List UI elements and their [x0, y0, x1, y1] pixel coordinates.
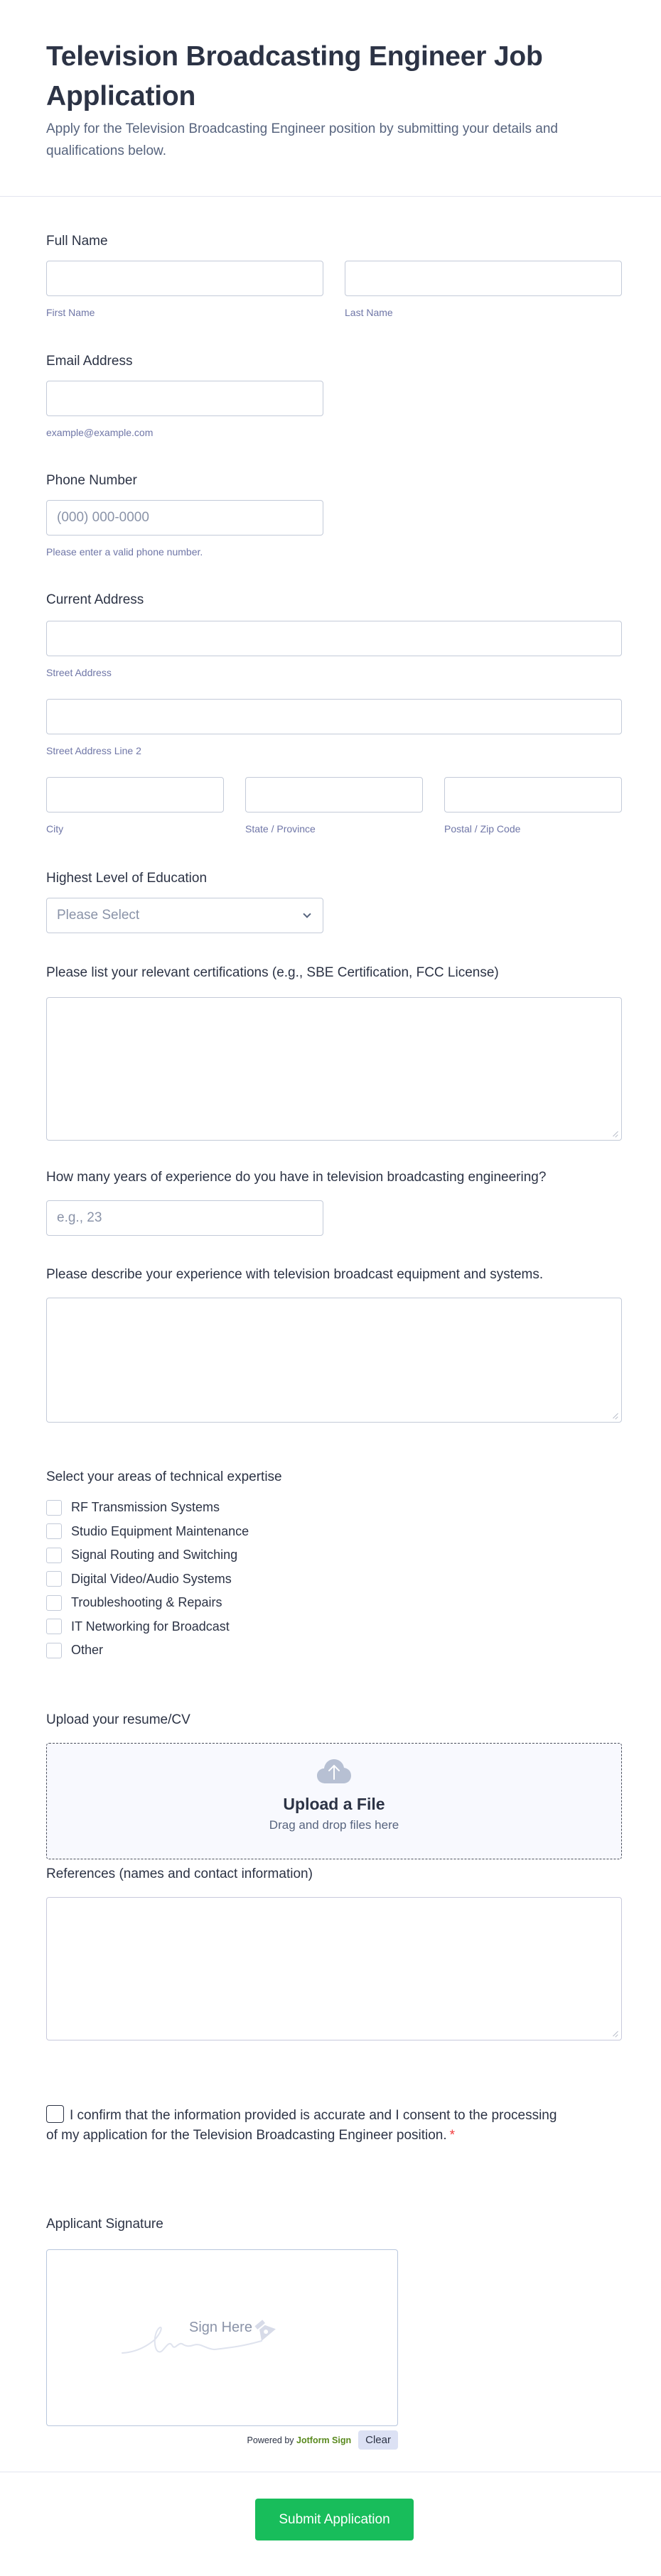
checkbox[interactable] [46, 1548, 62, 1563]
consent-text: I confirm that the information provided is accurate and I consent to the processing of my application for the Television Broadcasting Engineer position. [46, 2108, 557, 2143]
page-description: Apply for the Television Broadcasting Engineer position by submitting your details and qualifications below. [46, 121, 558, 158]
certifications-textarea[interactable] [46, 997, 622, 1141]
address-label: Current Address [46, 592, 144, 607]
phone-label: Phone Number [46, 473, 137, 488]
checkbox-label: IT Networking for Broadcast [71, 1619, 230, 1634]
clear-signature-button[interactable]: Clear [358, 2430, 398, 2450]
checkbox-label: Other [71, 1643, 104, 1658]
education-selected-value: Please Select [57, 908, 140, 923]
checkbox-label: Signal Routing and Switching [71, 1548, 238, 1563]
street-address-sublabel: Street Address [46, 667, 112, 678]
submit-button[interactable]: Submit Application [255, 2499, 414, 2540]
consent-field [46, 2105, 622, 2145]
expertise-label: Select your areas of technical expertise [46, 1469, 282, 1484]
references-textarea[interactable] [46, 1897, 622, 2040]
phone-sublabel: Please enter a valid phone number. [46, 546, 203, 558]
chevron-down-icon [303, 910, 311, 918]
form-header [0, 0, 661, 197]
full-name-label: Full Name [46, 234, 108, 249]
resume-upload-label: Upload your resume/CV [46, 1712, 190, 1727]
years-experience-label: How many years of experience do you have in television broadcasting engineering? [46, 1170, 547, 1185]
first-name-input[interactable] [46, 261, 323, 296]
upload-subtitle: Drag and drop files here [269, 1818, 399, 1832]
signature-pad[interactable] [46, 2249, 398, 2426]
checkbox-label: Studio Equipment Maintenance [71, 1523, 249, 1538]
certifications-label: Please list your relevant certifications (e.g., SBE Certification, FCC License) [46, 965, 499, 980]
resize-handle-icon[interactable] [613, 1131, 618, 1137]
checkbox[interactable] [46, 1571, 62, 1587]
education-field [46, 870, 622, 933]
signature-field [46, 2216, 622, 2450]
phone-field [46, 472, 622, 558]
required-asterisk: * [449, 2127, 456, 2143]
consent-label [46, 2105, 565, 2145]
page-title: Television Broadcasting Engineer Job Application [46, 41, 543, 112]
street-address-line2-sublabel: Street Address Line 2 [46, 745, 141, 756]
resize-handle-icon[interactable] [613, 1413, 618, 1419]
years-experience-field [46, 1169, 622, 1236]
expertise-field [46, 1469, 622, 1663]
expertise-checkbox-list [46, 1496, 622, 1663]
last-name-input[interactable] [345, 261, 622, 296]
resume-upload-field [46, 1712, 622, 1859]
checkbox-label: RF Transmission Systems [71, 1500, 220, 1515]
signature-label: Applicant Signature [46, 2217, 163, 2232]
first-name-sublabel: First Name [46, 307, 95, 318]
consent-checkbox[interactable] [46, 2105, 64, 2123]
state-input[interactable] [245, 777, 423, 813]
zip-input[interactable] [444, 777, 622, 813]
street-address-input[interactable] [46, 621, 622, 656]
phone-input[interactable]: (000) 000-0000 [46, 500, 323, 536]
city-input[interactable] [46, 777, 224, 813]
email-sublabel: example@example.com [46, 427, 154, 438]
jotform-sign-link[interactable]: Jotform Sign [296, 2435, 352, 2445]
checkbox[interactable] [46, 1523, 62, 1539]
years-experience-input[interactable]: e.g., 23 [46, 1200, 323, 1236]
experience-description-label: Please describe your experience with television broadcast equipment and systems. [46, 1267, 544, 1282]
checkbox-option[interactable] [46, 1567, 622, 1592]
education-select[interactable] [46, 898, 323, 933]
checkbox[interactable] [46, 1619, 62, 1634]
checkbox-option[interactable] [46, 1543, 622, 1567]
email-field [46, 353, 622, 439]
street-address-line2-input[interactable] [46, 699, 622, 734]
last-name-sublabel: Last Name [345, 307, 393, 318]
education-label: Highest Level of Education [46, 871, 208, 886]
checkbox-label: Digital Video/Audio Systems [71, 1571, 232, 1586]
email-input[interactable] [46, 381, 323, 416]
powered-by-prefix: Powered by [247, 2435, 294, 2445]
email-label: Email Address [46, 354, 133, 369]
references-label: References (names and contact information) [46, 1866, 313, 1881]
checkbox-option[interactable] [46, 1615, 622, 1639]
certifications-field [46, 964, 622, 1141]
address-field [46, 592, 622, 835]
cloud-upload-icon [317, 1759, 351, 1783]
powered-by-text [247, 2435, 352, 2445]
experience-description-field [46, 1266, 622, 1423]
upload-title: Upload a File [283, 1795, 385, 1813]
checkbox-option[interactable] [46, 1520, 622, 1544]
zip-sublabel: Postal / Zip Code [444, 823, 521, 835]
checkbox[interactable] [46, 1643, 62, 1658]
file-upload-dropzone[interactable] [46, 1743, 622, 1859]
city-sublabel: City [46, 823, 64, 835]
checkbox[interactable] [46, 1595, 62, 1611]
sign-here-placeholder: Sign Here [189, 2320, 252, 2335]
signature-footer [46, 2430, 398, 2450]
resize-handle-icon[interactable] [613, 2031, 618, 2037]
experience-description-textarea[interactable] [46, 1298, 622, 1423]
references-field [46, 1866, 622, 2040]
checkbox-option[interactable] [46, 1496, 622, 1520]
checkbox[interactable] [46, 1500, 62, 1516]
checkbox-label: Troubleshooting & Repairs [71, 1595, 222, 1610]
state-sublabel: State / Province [245, 823, 316, 835]
checkbox-option[interactable] [46, 1591, 622, 1615]
checkbox-option[interactable] [46, 1638, 622, 1663]
full-name-field [46, 233, 622, 319]
